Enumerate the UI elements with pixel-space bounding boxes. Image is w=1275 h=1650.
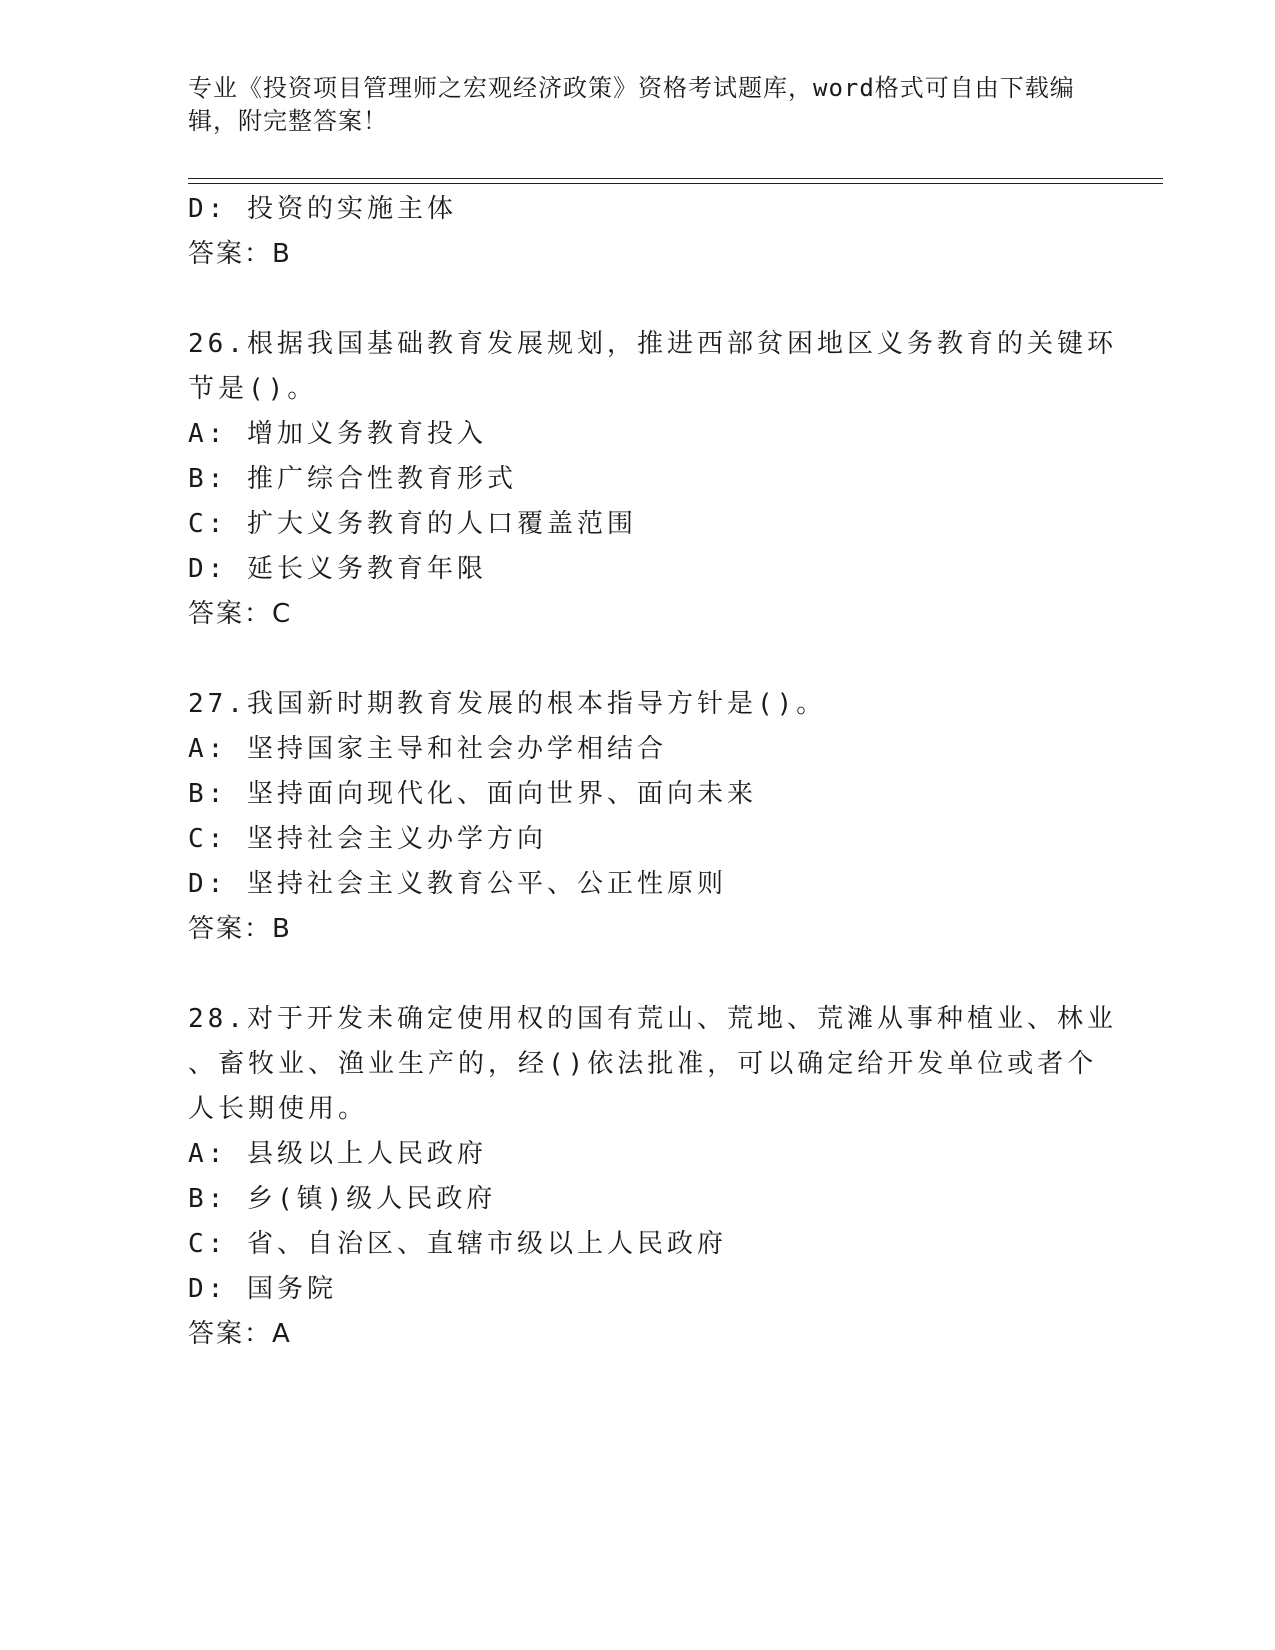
header-divider-bottom bbox=[188, 183, 1163, 184]
q26-answer: 答案：C bbox=[188, 599, 293, 629]
q26-option-a: A: 增加义务教育投入 bbox=[188, 419, 487, 449]
q28-stem-line-1: 28.对于开发未确定使用权的国有荒山、荒地、荒滩从事种植业、林业 bbox=[188, 1004, 1117, 1034]
q28-option-c: C: 省、自治区、直辖市级以上人民政府 bbox=[188, 1229, 727, 1259]
q27-option-b: B: 坚持面向现代化、面向世界、面向未来 bbox=[188, 779, 757, 809]
prev-answer: 答案：B bbox=[188, 239, 292, 269]
q26-option-b: B: 推广综合性教育形式 bbox=[188, 464, 517, 494]
q28-option-a: A: 县级以上人民政府 bbox=[188, 1139, 487, 1169]
header-line-1: 专业《投资项目管理师之宏观经济政策》资格考试题库，word格式可自由下载编 bbox=[188, 74, 1075, 102]
q28-stem-line-3: 人长期使用。 bbox=[188, 1094, 369, 1124]
q28-stem-line-2: 、畜牧业、渔业生产的，经()依法批准，可以确定给开发单位或者个 bbox=[188, 1049, 1098, 1079]
q27-answer: 答案：B bbox=[188, 914, 292, 944]
q26-stem-line-2: 节是()。 bbox=[188, 374, 318, 404]
q27-stem-line-1: 27.我国新时期教育发展的根本指导方针是()。 bbox=[188, 689, 827, 719]
q26-stem-line-1: 26.根据我国基础教育发展规划，推进西部贫困地区义务教育的关键环 bbox=[188, 329, 1117, 359]
q28-answer: 答案：A bbox=[188, 1319, 292, 1349]
q26-option-c: C: 扩大义务教育的人口覆盖范围 bbox=[188, 509, 637, 539]
document-header bbox=[188, 72, 1078, 138]
header-divider-top bbox=[188, 178, 1163, 179]
prev-option-d: D: 投资的实施主体 bbox=[188, 194, 457, 224]
q27-option-c: C: 坚持社会主义办学方向 bbox=[188, 824, 547, 854]
q28-option-b: B: 乡(镇)级人民政府 bbox=[188, 1184, 497, 1214]
q26-option-d: D: 延长义务教育年限 bbox=[188, 554, 487, 584]
q27-option-d: D: 坚持社会主义教育公平、公正性原则 bbox=[188, 869, 727, 899]
q27-option-a: A: 坚持国家主导和社会办学相结合 bbox=[188, 734, 667, 764]
q28-option-d: D: 国务院 bbox=[188, 1274, 337, 1304]
header-line-2: 辑，附完整答案！ bbox=[188, 107, 388, 135]
